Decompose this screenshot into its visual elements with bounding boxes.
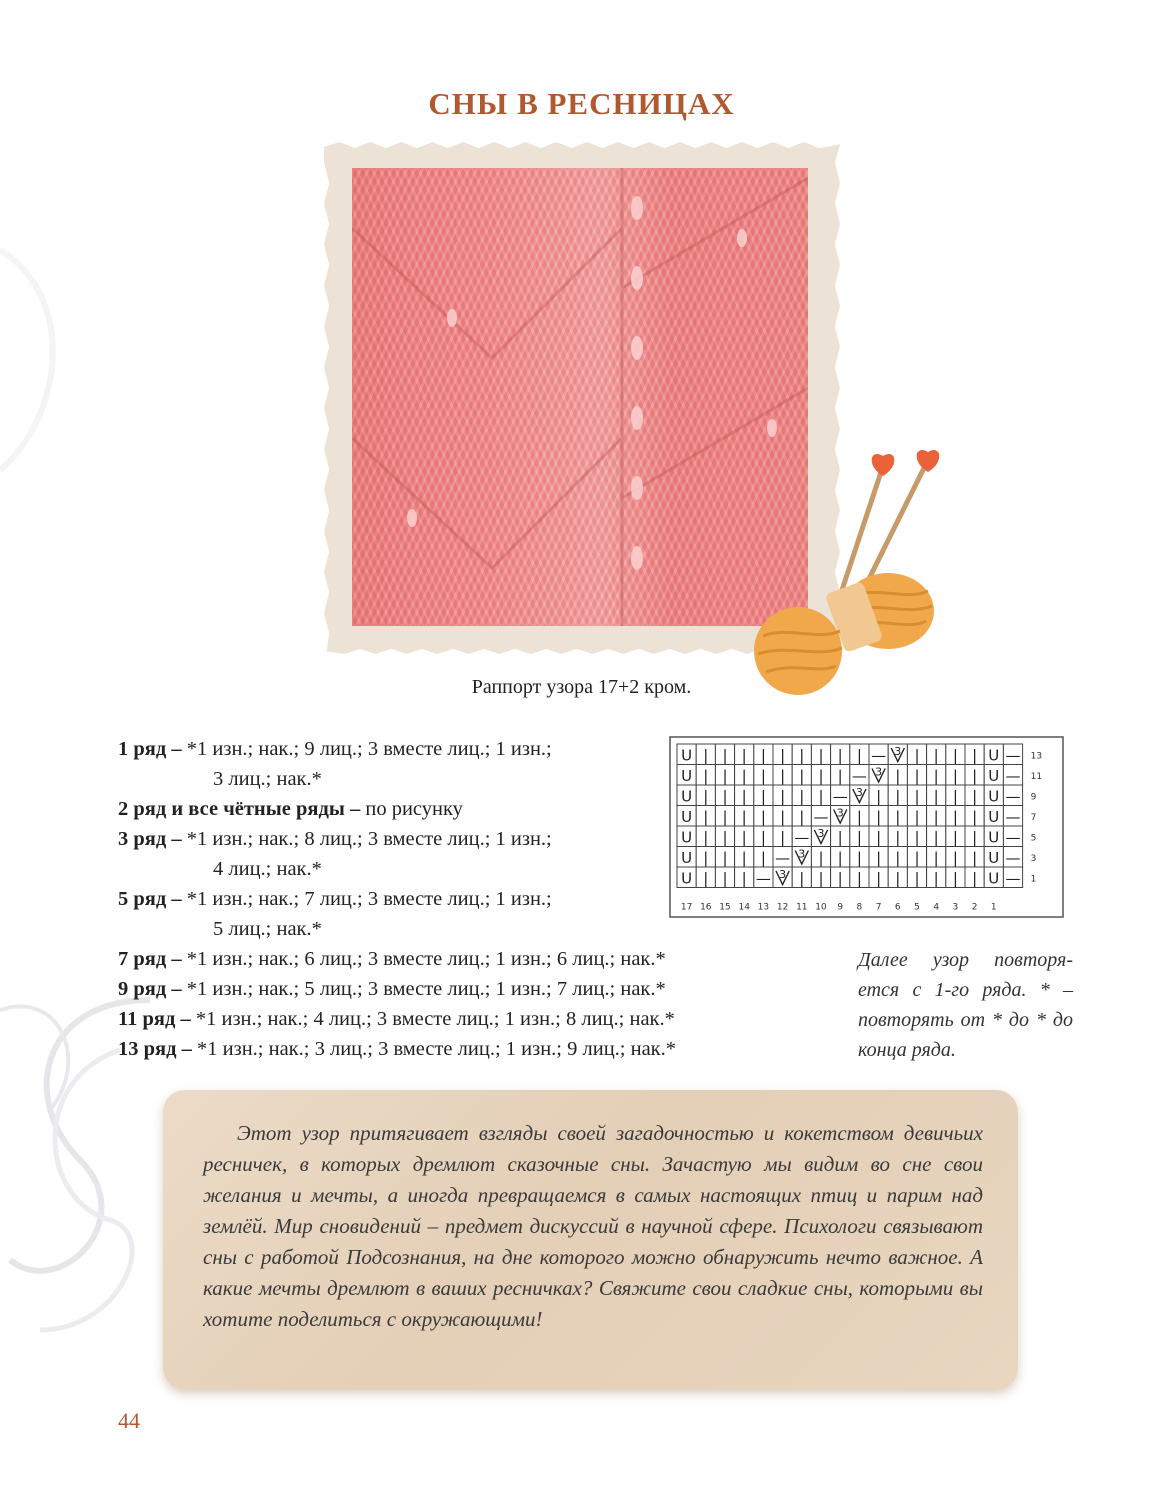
chart-symbol: | — [703, 869, 709, 888]
chart-symbol: | — [895, 828, 901, 847]
chart-symbol: 3 — [836, 806, 844, 820]
chart-symbol: | — [703, 787, 709, 806]
chart-col-label: 2 — [971, 902, 978, 913]
chart-symbol: — — [1005, 869, 1021, 888]
chart-symbol: | — [914, 746, 920, 765]
chart-symbol: — — [1005, 848, 1021, 867]
chart-symbol: | — [760, 766, 766, 785]
chart-symbol: | — [914, 787, 920, 806]
chart-symbol: — — [1005, 766, 1021, 785]
row-text: *1 изн.; нак.; 9 лиц.; 3 вместе лиц.; 1 изн.; — [186, 738, 552, 760]
chart-symbol: | — [722, 787, 728, 806]
row-label: 2 ряд и все чётные ряды — [118, 798, 345, 820]
chart-symbol: | — [972, 828, 978, 847]
row-instruction — [118, 1034, 858, 1064]
chart-symbol: | — [741, 807, 747, 826]
row-instruction — [118, 944, 858, 974]
chart-row-label: 13 — [1030, 751, 1043, 762]
chart-symbol: | — [856, 828, 862, 847]
chart-row-label: 9 — [1030, 792, 1037, 803]
chart-symbol: — — [832, 787, 848, 806]
chart-symbol: | — [876, 869, 882, 888]
row-text: *1 изн.; нак.; 6 лиц.; 3 вместе лиц.; 1 изн.; 6 лиц.; нак.* — [186, 948, 666, 970]
chart-symbol: | — [856, 848, 862, 867]
chart-symbol: | — [895, 848, 901, 867]
row-label: 13 ряд — [118, 1038, 177, 1060]
chart-col-label: 11 — [796, 902, 808, 913]
chart-symbol: | — [933, 746, 939, 765]
chart-symbol: | — [952, 766, 958, 785]
chart-symbol: | — [818, 869, 824, 888]
chart-row-label: 3 — [1030, 853, 1037, 864]
dash: – — [166, 978, 187, 1000]
chart-symbol: | — [914, 807, 920, 826]
chart-symbol: | — [933, 787, 939, 806]
row-label: 5 ряд — [118, 888, 167, 910]
chart-symbol: | — [933, 869, 939, 888]
dash: – — [175, 1008, 196, 1030]
dash: – — [166, 828, 187, 850]
dash: – — [166, 948, 187, 970]
chart-symbol: | — [952, 869, 958, 888]
page-title: СНЫ В РЕСНИЦАХ — [428, 86, 735, 121]
chart-symbol: | — [972, 746, 978, 765]
chart-symbol: U — [681, 869, 693, 888]
chart-col-label: 7 — [875, 902, 882, 913]
chart-symbol: | — [760, 746, 766, 765]
chart-symbol: | — [952, 848, 958, 867]
chart-symbol: U — [681, 746, 693, 765]
chart-symbol: | — [799, 766, 805, 785]
chart-symbol: — — [755, 869, 771, 888]
row-label: 7 ряд — [118, 948, 167, 970]
chart-symbol: | — [799, 807, 805, 826]
chart-row-label: 5 — [1030, 833, 1037, 844]
chart-symbol: | — [741, 766, 747, 785]
chart-symbol: U — [988, 869, 1000, 888]
chart-row-label: 11 — [1030, 771, 1043, 782]
story-text: Этот узор притягивает взгляды своей загадочностью и кокетством девичьих ресничек, в которых дремлют сказочные сны. Зачастую мы видим во сне свои желания и мечты, а иногда превращаемся в самых настоящих птиц и парим над землёй. Мир сновидений – предмет дискуссий в научной сфере. Психологи связывают сны с работой Подсознания, на дне которого можно обнаружить нечто важное. А какие мечты дремлют в ваших ресничках? Свяжите свои сладкие сны, которыми вы хотите поделиться с окружающими! — [203, 1121, 983, 1331]
chart-col-label: 4 — [933, 902, 940, 913]
chart-symbol: — — [1005, 746, 1021, 765]
chart-symbol: 3 — [798, 847, 806, 861]
chart-symbol: | — [703, 848, 709, 867]
chart-symbol: | — [837, 848, 843, 867]
row-label: 1 ряд — [118, 738, 167, 760]
chart-symbol: | — [933, 828, 939, 847]
chart-symbol: | — [856, 807, 862, 826]
row-instruction — [118, 1004, 858, 1034]
chart-symbol: | — [722, 766, 728, 785]
chart-symbol: | — [972, 807, 978, 826]
chart-symbol: | — [703, 828, 709, 847]
row-text: *1 изн.; нак.; 4 лиц.; 3 вместе лиц.; 1 изн.; 8 лиц.; нак.* — [195, 1008, 675, 1030]
chart-col-label: 6 — [894, 902, 901, 913]
chart-symbol: — — [1005, 787, 1021, 806]
chart-symbol: | — [895, 869, 901, 888]
chart-symbol: | — [760, 787, 766, 806]
chart-symbol: | — [703, 807, 709, 826]
dash: – — [176, 1038, 197, 1060]
chart-symbol: | — [914, 869, 920, 888]
chart-symbol: U — [681, 828, 693, 847]
yarn-and-needles-illustration — [748, 436, 948, 696]
chart-symbol: | — [780, 746, 786, 765]
chart-symbol: 3 — [855, 786, 863, 799]
chart-col-label: 10 — [815, 902, 827, 913]
chart-symbol: | — [837, 828, 843, 847]
chart-symbol: U — [988, 787, 1000, 806]
chart-symbol: | — [876, 807, 882, 826]
chart-symbol: | — [933, 848, 939, 867]
row-label: 11 ряд — [118, 1008, 176, 1030]
chart-symbol: — — [775, 848, 791, 867]
chart-symbol: U — [681, 766, 693, 785]
repeat-note: Далее узор повторя-ется с 1-го ряда. * – повторять от * до * до конца ряда. — [858, 949, 1073, 1061]
chart-symbol: — — [1005, 828, 1021, 847]
chart-symbol: 3 — [875, 765, 883, 779]
chart-symbol: | — [741, 787, 747, 806]
row-text: *1 изн.; нак.; 8 лиц.; 3 вместе лиц.; 1 изн.; — [186, 828, 552, 850]
chart-symbol: | — [780, 828, 786, 847]
chart-symbol: 3 — [817, 827, 825, 840]
row-text: *1 изн.; нак.; 3 лиц.; 3 вместе лиц.; 1 изн.; 9 лиц.; нак.* — [197, 1038, 677, 1060]
chart-symbol: — — [794, 828, 810, 847]
row-label: 9 ряд — [118, 978, 167, 1000]
chart-symbol: | — [741, 746, 747, 765]
chart-symbol: | — [895, 787, 901, 806]
page-number: 44 — [118, 1408, 140, 1433]
chart-symbol: | — [818, 746, 824, 765]
chart-symbol: | — [895, 807, 901, 826]
chart-symbol: | — [818, 766, 824, 785]
chart-symbol: | — [780, 766, 786, 785]
chart-symbol: | — [818, 787, 824, 806]
chart-col-label: 16 — [700, 902, 712, 913]
chart-symbol: | — [722, 828, 728, 847]
chart-symbol: | — [780, 807, 786, 826]
row-text: *1 изн.; нак.; 5 лиц.; 3 вместе лиц.; 1 изн.; 7 лиц.; нак.* — [186, 978, 666, 1000]
chart-symbol: | — [760, 848, 766, 867]
chart-symbol: | — [952, 828, 958, 847]
chart-symbol: U — [681, 787, 693, 806]
chart-symbol: | — [722, 848, 728, 867]
chart-symbol: | — [703, 766, 709, 785]
dash: – — [344, 798, 366, 820]
chart-symbol: | — [972, 869, 978, 888]
chart-symbol: | — [760, 807, 766, 826]
chart-symbol: 3 — [894, 745, 902, 758]
chart-symbol: | — [876, 787, 882, 806]
chart-symbol: | — [972, 848, 978, 867]
chart-col-label: 17 — [680, 902, 693, 913]
knit-pattern-overlay — [352, 168, 808, 626]
chart-symbol: U — [681, 807, 693, 826]
chart-symbol: — — [871, 746, 887, 765]
knitting-chart — [669, 736, 1064, 918]
pattern-repeat-caption: Раппорт узора 17+2 кром. — [471, 676, 692, 698]
chart-col-label: 8 — [856, 902, 863, 913]
dash: – — [166, 738, 187, 760]
chart-symbol: | — [837, 869, 843, 888]
chart-symbol: — — [813, 807, 829, 826]
chart-symbol: U — [988, 766, 1000, 785]
row-text: по рисунку — [365, 798, 463, 820]
chart-symbol: U — [988, 746, 1000, 765]
row-continuation: 3 лиц.; нак.* — [213, 768, 322, 790]
chart-col-label: 3 — [952, 902, 959, 913]
chart-symbol: | — [837, 746, 843, 765]
chart-symbol: | — [856, 869, 862, 888]
chart-symbol: | — [760, 828, 766, 847]
chart-symbol: | — [876, 828, 882, 847]
chart-col-label: 15 — [719, 902, 731, 913]
chart-symbol: | — [933, 766, 939, 785]
chart-symbol: 3 — [779, 868, 787, 881]
chart-row-label: 7 — [1030, 812, 1037, 823]
chart-symbol: | — [914, 828, 920, 847]
chart-symbol: | — [972, 787, 978, 806]
row-instruction — [118, 974, 858, 1004]
chart-col-label: 14 — [738, 902, 750, 913]
chart-symbol: | — [722, 869, 728, 888]
row-continuation: 4 лиц.; нак.* — [213, 858, 322, 880]
chart-symbol: | — [952, 746, 958, 765]
chart-symbol: | — [837, 766, 843, 785]
chart-symbol: | — [818, 848, 824, 867]
chart-col-label: 1 — [990, 902, 997, 913]
chart-symbol: | — [895, 766, 901, 785]
chart-symbol: | — [722, 807, 728, 826]
chart-col-label: 5 — [914, 902, 920, 913]
row-label: 3 ряд — [118, 828, 167, 850]
chart-symbol: U — [681, 848, 693, 867]
chart-symbol: | — [914, 766, 920, 785]
chart-symbol: | — [952, 807, 958, 826]
chart-symbol: | — [876, 848, 882, 867]
dash: – — [166, 888, 187, 910]
chart-col-label: 12 — [776, 902, 789, 913]
chart-symbol: | — [799, 869, 805, 888]
chart-col-label: 13 — [757, 902, 770, 913]
chart-symbol: | — [972, 766, 978, 785]
chart-symbol: | — [799, 746, 805, 765]
chart-symbol: | — [741, 869, 747, 888]
chart-symbol: | — [741, 828, 747, 847]
chart-symbol: | — [703, 746, 709, 765]
chart-symbol: — — [851, 766, 867, 785]
chart-symbol: | — [780, 787, 786, 806]
story-box — [163, 1090, 1018, 1390]
chart-col-label: 9 — [837, 902, 844, 913]
row-continuation: 5 лиц.; нак.* — [213, 918, 322, 940]
chart-symbol: U — [988, 807, 1000, 826]
chart-row-label: 1 — [1030, 874, 1037, 885]
chart-symbol: | — [914, 848, 920, 867]
chart-symbol: | — [741, 848, 747, 867]
chart-symbol: — — [1005, 807, 1021, 826]
chart-symbol: | — [856, 746, 862, 765]
chart-symbol: | — [722, 746, 728, 765]
chart-symbol: | — [952, 787, 958, 806]
chart-symbol: U — [988, 828, 1000, 847]
chart-symbol: | — [799, 787, 805, 806]
chart-symbol: | — [933, 807, 939, 826]
chart-symbol: U — [988, 848, 1000, 867]
row-text: *1 изн.; нак.; 7 лиц.; 3 вместе лиц.; 1 изн.; — [186, 888, 552, 910]
